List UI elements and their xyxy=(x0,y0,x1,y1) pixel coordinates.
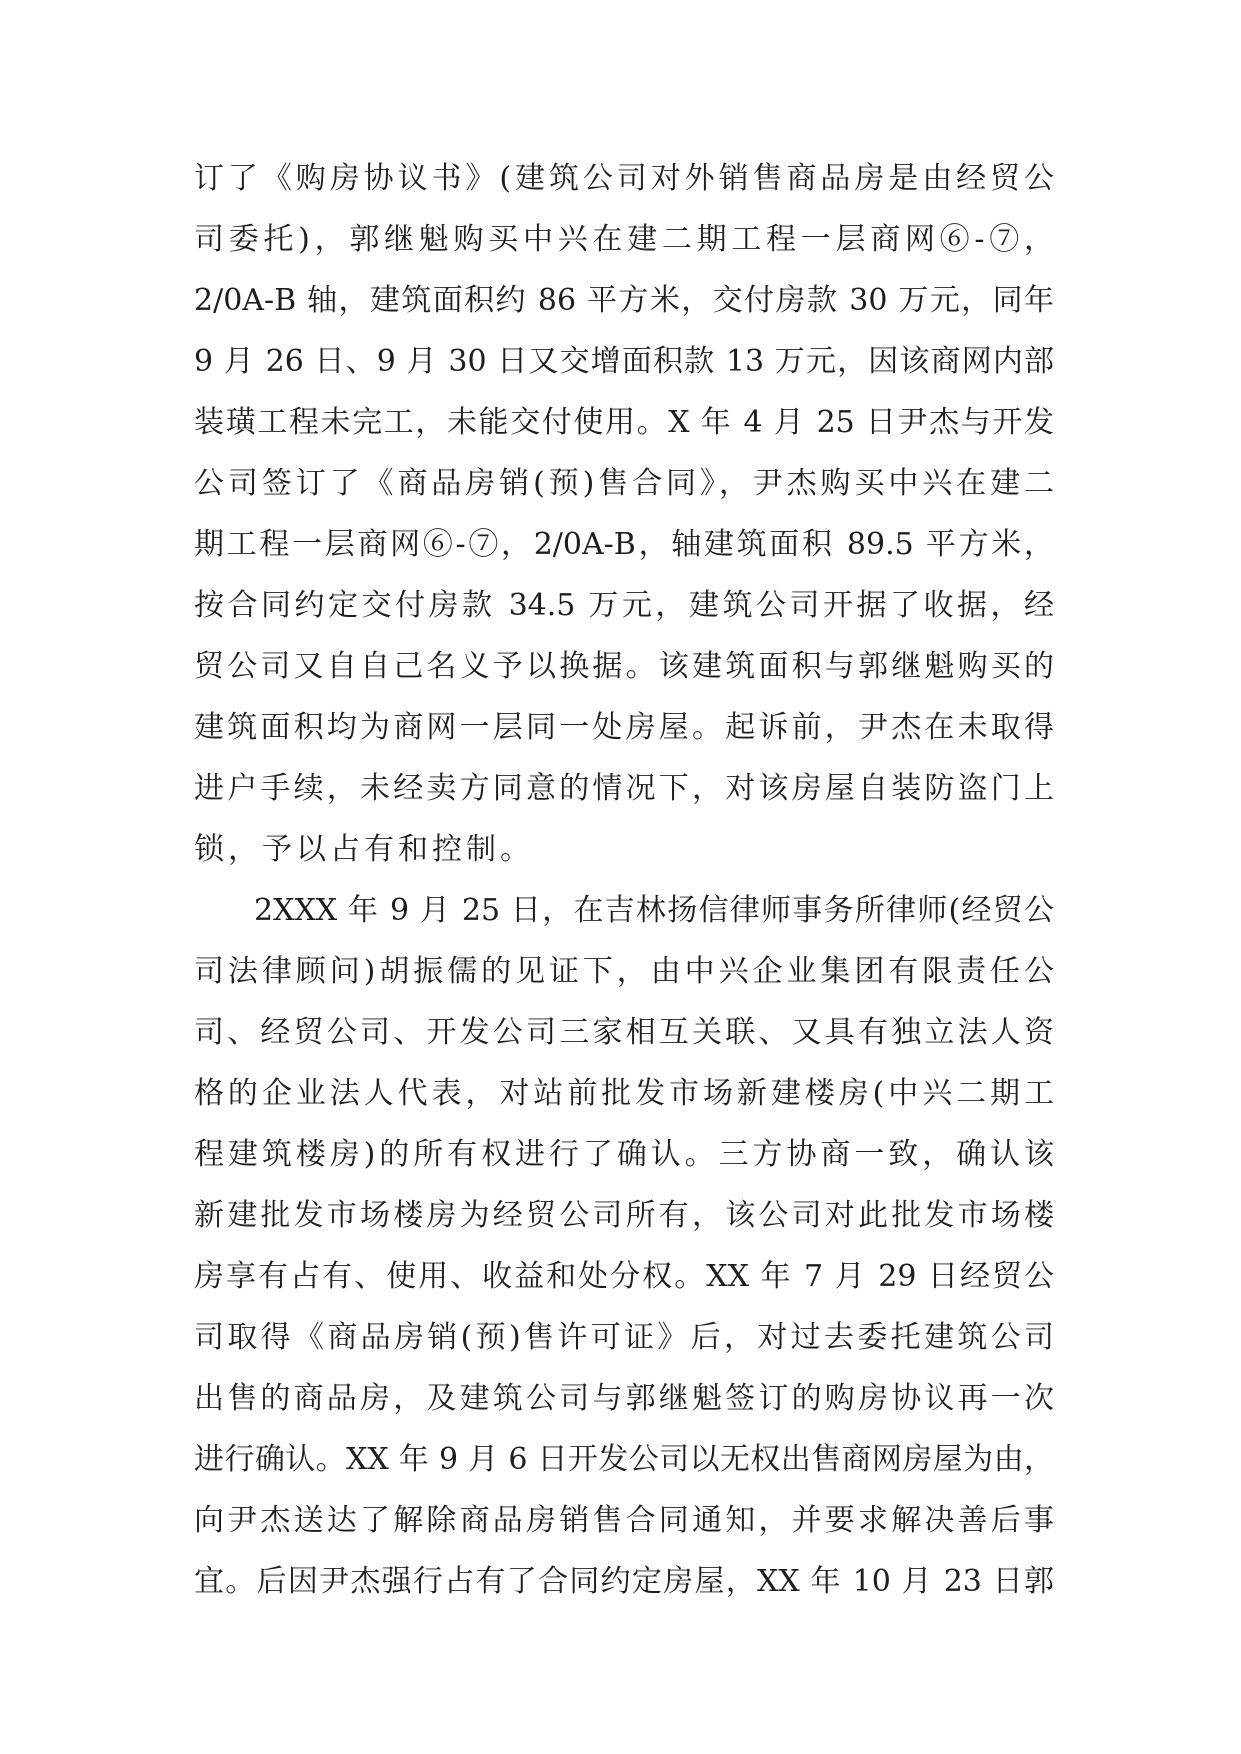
text-line: 司委托)，郭继魁购买中兴在建二期工程一层商网⑥-⑦， xyxy=(194,222,1054,257)
paragraph-1 xyxy=(194,158,1054,890)
text-line: 按合同约定交付房款 34.5 万元，建筑公司开据了收据，经 xyxy=(194,588,1054,623)
text-line: 新建批发市场楼房为经贸公司所有，该公司对此批发市场楼 xyxy=(194,1198,1054,1233)
text-line: 司法律顾问)胡振儒的见证下，由中兴企业集团有限责任公 xyxy=(194,954,1054,989)
text-line: 建筑面积均为商网一层同一处房屋。起诉前，尹杰在未取得 xyxy=(194,710,1054,745)
text-line: 9 月 26 日、9 月 30 日又交增面积款 13 万元，因该商网内部 xyxy=(194,344,1054,379)
document-body xyxy=(194,158,1054,1622)
text-line: 装璜工程未完工，未能交付使用。X 年 4 月 25 日尹杰与开发 xyxy=(194,405,1054,440)
text-line: 房享有占有、使用、收益和处分权。XX 年 7 月 29 日经贸公 xyxy=(194,1259,1054,1294)
text-line: 司、经贸公司、开发公司三家相互关联、又具有独立法人资 xyxy=(194,1015,1054,1050)
text-line: 贸公司又自自己名义予以换据。该建筑面积与郭继魁购买的 xyxy=(194,649,1054,684)
text-line: 出售的商品房，及建筑公司与郭继魁签订的购房协议再一次 xyxy=(194,1381,1054,1416)
text-line: 进行确认。XX 年 9 月 6 日开发公司以无权出售商网房屋为由， xyxy=(194,1442,1054,1477)
text-line-last: 锁，予以占有和控制。 xyxy=(194,832,534,867)
text-line: 订了《购房协议书》(建筑公司对外销售商品房是由经贸公 xyxy=(194,161,1054,196)
text-line: 司取得《商品房销(预)售许可证》后，对过去委托建筑公司 xyxy=(194,1320,1054,1355)
text-line: 宜。后因尹杰强行占有了合同约定房屋，XX 年 10 月 23 日郭 xyxy=(194,1564,1054,1599)
text-line: 2/0A-B 轴，建筑面积约 86 平方米，交付房款 30 万元，同年 xyxy=(194,283,1054,318)
paragraph-2 xyxy=(194,890,1054,1622)
text-line: 期工程一层商网⑥-⑦，2/0A-B，轴建筑面积 89.5 平方米， xyxy=(194,527,1054,562)
text-line: 进户手续，未经卖方同意的情况下，对该房屋自装防盗门上 xyxy=(194,771,1054,806)
text-line: 向尹杰送达了解除商品房销售合同通知，并要求解决善后事 xyxy=(194,1503,1054,1538)
text-line: 程建筑楼房)的所有权进行了确认。三方协商一致，确认该 xyxy=(194,1137,1054,1172)
text-line-first: 2XXX 年 9 月 25 日，在吉林扬信律师事务所律师(经贸公 xyxy=(254,893,1054,928)
text-line: 格的企业法人代表，对站前批发市场新建楼房(中兴二期工 xyxy=(194,1076,1054,1111)
text-line: 公司签订了《商品房销(预)售合同》，尹杰购买中兴在建二 xyxy=(194,466,1054,501)
